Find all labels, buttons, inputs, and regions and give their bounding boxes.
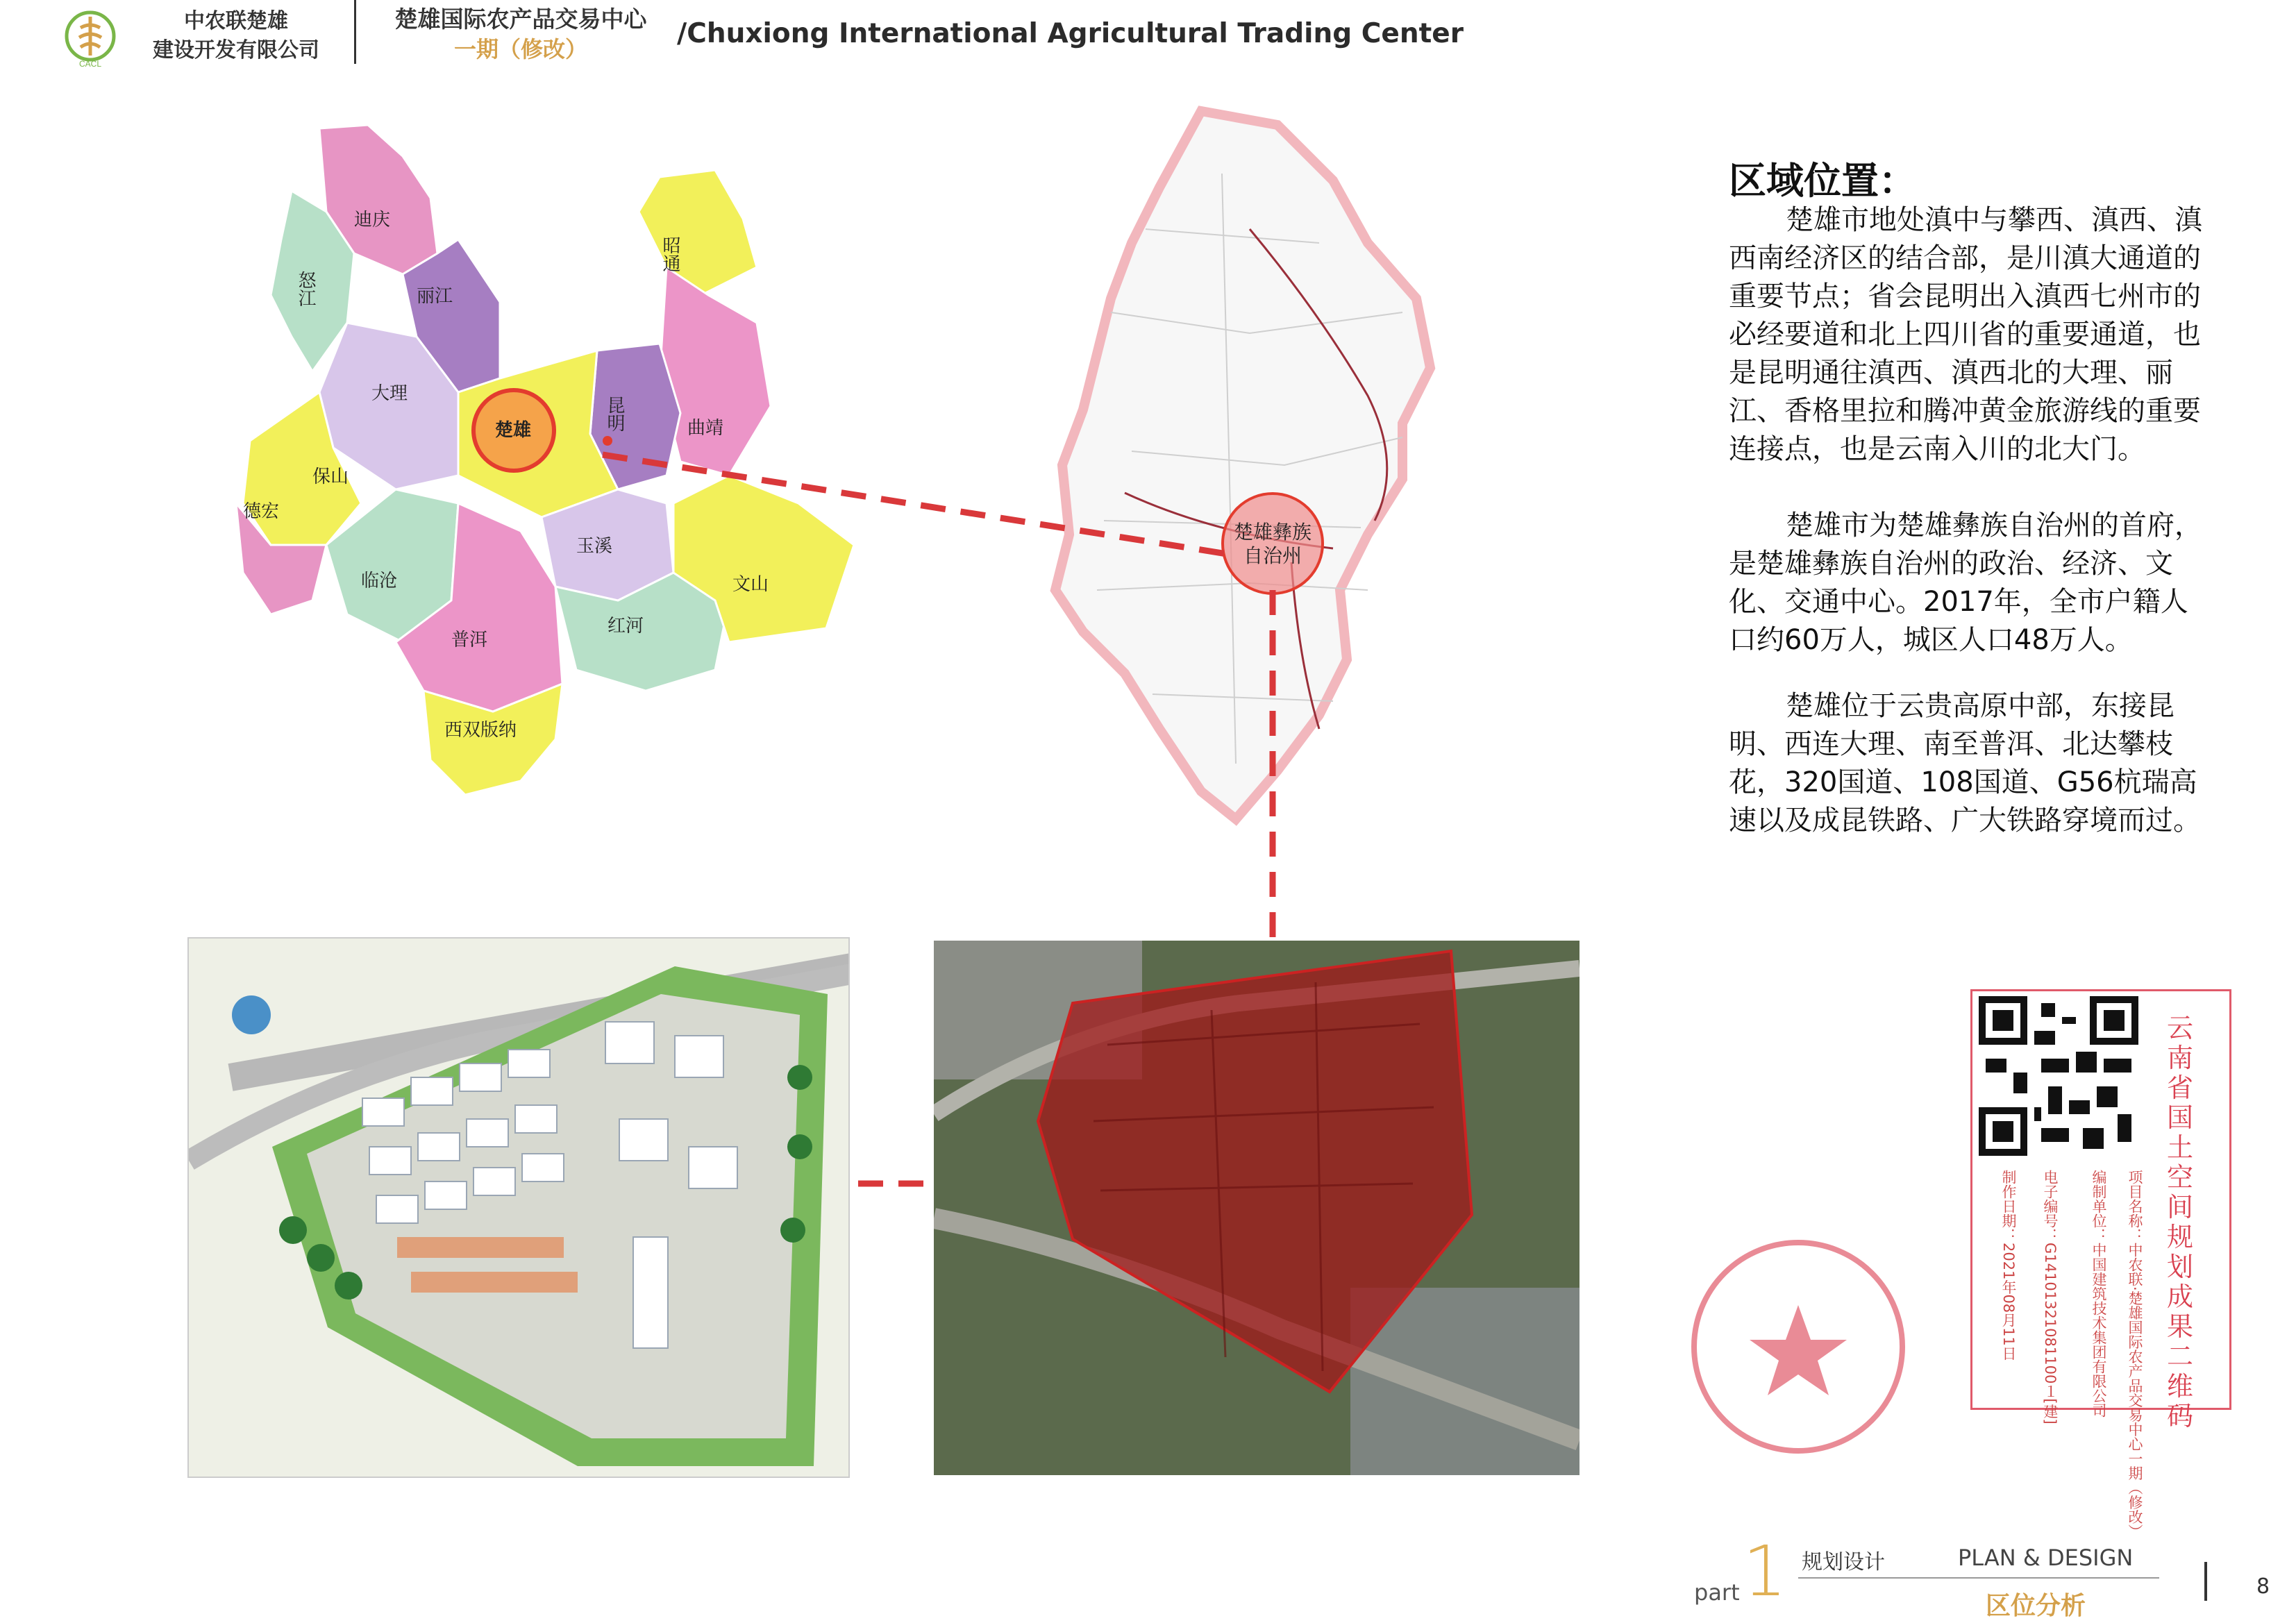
prefecture-label: 楚雄彝族自治州 xyxy=(1233,521,1312,566)
certificate-title: 云南省国土空间规划成果二维码 xyxy=(2166,1013,2193,1431)
company-logo-icon xyxy=(49,7,132,69)
certificate-date: 制作日期：2021年08月11日 xyxy=(2000,1170,2017,1361)
region-qujing xyxy=(660,267,771,476)
page-number: 8 xyxy=(2256,1574,2270,1599)
label-wenshan: 文山 xyxy=(732,574,769,595)
label-kunming: 昆明 xyxy=(604,396,625,432)
label-baoshan: 保山 xyxy=(312,466,349,487)
label-dali: 大理 xyxy=(371,383,408,404)
footer-part-label: part xyxy=(1694,1579,1740,1606)
master-plan-illustration xyxy=(189,939,848,1477)
footer-subsection: 区位分析 xyxy=(1986,1592,2086,1620)
svg-text:CACL: CACL xyxy=(78,59,102,69)
company-line1: 中农联楚雄 xyxy=(184,9,288,33)
certificate-org: 编制单位：中国建筑技术集团有限公司 xyxy=(2090,1170,2107,1418)
qr-code-icon[interactable] xyxy=(1979,996,2138,1156)
chuxiong-prefecture-map xyxy=(1041,104,1541,826)
label-diqing: 迪庆 xyxy=(354,210,391,230)
certificate-code: 电子编号：G14101321081100１[建] xyxy=(2042,1170,2059,1424)
company-line2: 建设开发有限公司 xyxy=(153,38,319,62)
project-title-cn xyxy=(375,4,667,64)
company-seal-stamp-icon xyxy=(1680,1229,1916,1465)
footer-section-en: PLAN & DESIGN xyxy=(1958,1545,2134,1571)
header-divider xyxy=(354,0,356,64)
label-honghe: 红河 xyxy=(607,616,644,637)
company-name xyxy=(132,7,340,65)
section-title: 区域位置： xyxy=(1729,159,1916,203)
master-plan-rendering xyxy=(187,937,850,1478)
label-xishuangbanna: 西双版纳 xyxy=(444,720,517,741)
project-name-cn: 楚雄国际农产品交易中心 xyxy=(394,6,647,33)
footer-part-number: 1 xyxy=(1743,1531,1787,1612)
label-zhaotong: 昭通 xyxy=(660,236,680,272)
label-dehong: 德宏 xyxy=(243,501,280,522)
label-lincang: 临沧 xyxy=(361,571,398,591)
paragraph-location: 楚雄市地处滇中与攀西、滇西、滇西南经济区的结合部，是川滇大通道的重要节点；省会昆明出入滇西七州市的必经要道和北上四川省的重要通道，也是昆明通往滇西、滇西北的大理、丽江、香格里拉和腾冲黄金旅游线的重要连接点，也是云南入川的北大门。 xyxy=(1729,204,2202,465)
label-puer: 普洱 xyxy=(451,630,488,650)
footer-rule xyxy=(1798,1577,2159,1579)
label-yuxi: 玉溪 xyxy=(576,536,613,557)
label-nujiang: 怒江 xyxy=(295,271,316,307)
label-lijiang: 丽江 xyxy=(417,286,453,307)
certificate-project-name: 项目名称：中农联·楚雄国际农产品交易中心一期（修改） xyxy=(2127,1170,2143,1539)
kunming-dot xyxy=(603,436,612,446)
project-title-en: /Chuxiong International Agricultural Trading Center xyxy=(677,18,1464,49)
yunnan-province-map xyxy=(229,115,910,823)
paragraph-capital: 楚雄市为楚雄彝族自治州的首府，是楚雄彝族自治州的政治、经济、文化、交通中心。2017年，全市户籍人口约60万人，城区人口48万人。 xyxy=(1729,510,2202,656)
footer-section-cn: 规划设计 xyxy=(1802,1550,1885,1574)
aerial-site-photo xyxy=(934,941,1579,1475)
footer-divider xyxy=(2204,1562,2207,1601)
aerial-photo-illustration xyxy=(934,941,1579,1475)
label-chuxiong: 楚雄 xyxy=(495,420,532,441)
region-zhaotong xyxy=(639,170,757,295)
paragraph-transport: 楚雄位于云贵高原中部，东接昆明、西连大理、南至普洱、北达攀枝花，320国道、108国道、G56杭瑞高速以及成昆铁路、广大铁路穿境而过。 xyxy=(1729,690,2201,836)
project-phase: 一期（修改） xyxy=(453,36,587,62)
label-qujing: 曲靖 xyxy=(687,418,724,439)
